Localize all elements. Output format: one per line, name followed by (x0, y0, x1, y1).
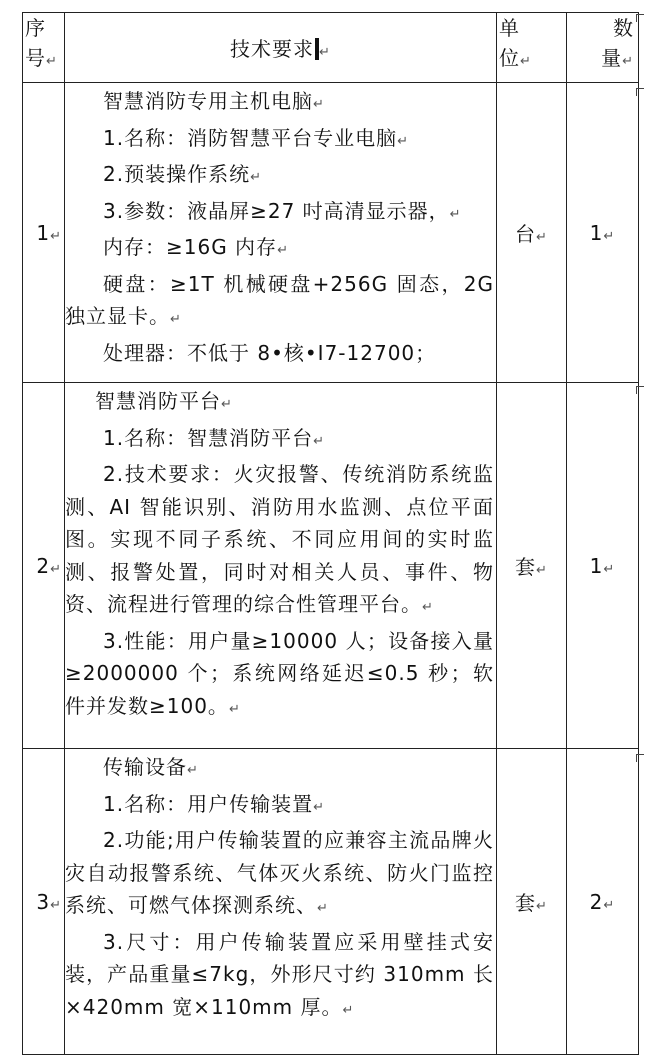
index-header-line1: 序 (25, 16, 46, 40)
requirement-line: 3.尺寸：用户传输装置应采用壁挂式安装，产品重量≤7kg，外形尺寸约 310mm 长×420mm 宽×110mm 厚。 (65, 929, 494, 1019)
row-quantity: 2↵ (567, 749, 639, 1055)
row-end-marker (636, 88, 644, 96)
row-requirements: 传输设备↵ 1.名称：用户传输装置↵ 2.功能;用户传输装置的应兼容主流品牌火灾自动报警系统、气体灭火系统、防火门监控系统、可燃气体探测系统、↵ 3.尺寸：用户传输装置应采用壁挂式安装，产品重量≤7kg，外形尺寸约 310mm 长×420mm 宽×110mm 厚。↵ (65, 749, 497, 1055)
row-unit-value: 套 (515, 555, 537, 579)
unit-header-line2: 位 (499, 46, 520, 70)
requirement-line: 3.性能：用户量≥10000 人；设备接入量≥2000000 个；系统网络延迟≤0.5 秒；软件并发数≥100。 (65, 628, 494, 718)
row-index-value: 2 (36, 553, 51, 578)
row-index: 3↵ (23, 749, 65, 1055)
quantity-header: 数 量↵ (567, 13, 639, 83)
quantity-header-line2: 量 (601, 46, 623, 70)
requirement-line: 处理器：不低于 8•核•I7-12700； (103, 340, 437, 365)
quantity-header-line1: 数 (613, 16, 634, 40)
row-unit: 套↵ (497, 383, 567, 749)
requirement-line: 1.名称：消防智慧平台专业电脑 (103, 125, 398, 150)
row-requirements: 智慧消防平台↵ 1.名称：智慧消防平台↵ 2.技术要求：火灾报警、传统消防系统监测、AI 智能识别、消防用水监测、点位平面图。实现不同子系统、不同应用间的实时监测、报警处置，同时对相关人员、事件、物资、流程进行管理的综合性管理平台。↵ 3.性能：用户量≥10000 人；设备接入量≥2000000 个；系统网络延迟≤0.5 秒；软件并发数≥100。↵ (65, 383, 497, 749)
row-index-value: 3 (36, 889, 51, 914)
requirement-line: 2.功能;用户传输装置的应兼容主流品牌火灾自动报警系统、气体灭火系统、防火门监控系统、可燃气体探测系统、 (65, 828, 494, 917)
requirement-line: 传输设备 (103, 755, 187, 779)
row-unit: 台↵ (497, 83, 567, 383)
row-index: 2↵ (23, 383, 65, 749)
requirement-line: 智慧消防专用主机电脑 (103, 89, 313, 113)
row-index: 1↵ (23, 83, 65, 383)
table-row (23, 83, 639, 383)
index-header: 序 号↵ (23, 13, 65, 83)
row-quantity-value: 1 (589, 553, 604, 578)
requirement-line: 1.名称：智慧消防平台 (103, 425, 314, 450)
row-end-marker (636, 754, 644, 762)
requirements-header-label: 技术要求 (230, 37, 315, 61)
row-index-value: 1 (36, 220, 51, 245)
requirements-table (22, 12, 639, 1055)
requirement-line: 硬盘：≥1T 机械硬盘+256G 固态，2G 独立显卡。 (65, 271, 494, 328)
row-quantity-value: 1 (589, 220, 604, 245)
row-end-marker (636, 14, 644, 22)
row-unit-value: 台 (515, 222, 537, 246)
header-row (23, 13, 639, 83)
requirement-line: 2.预装操作系统 (103, 162, 251, 186)
requirement-line: 2.技术要求：火灾报警、传统消防系统监测、AI 智能识别、消防用水监测、点位平面图。实现不同子系统、不同应用间的实时监测、报警处置，同时对相关人员、事件、物资、流程进行管理的综合性管理平台。 (65, 462, 494, 616)
table-row (23, 749, 639, 1055)
row-requirements: 智慧消防专用主机电脑↵ 1.名称：消防智慧平台专业电脑↵ 2.预装操作系统↵ 3.参数：液晶屏≥27 吋高清显示器，↵ 内存：≥16G 内存↵ 硬盘：≥1T 机械硬盘+256G 固态，2G 独立显卡。↵ 处理器：不低于 8•核•I7-12700； (65, 83, 497, 383)
row-quantity-value: 2 (589, 889, 604, 914)
table-row (23, 383, 639, 749)
row-end-marker (636, 386, 644, 394)
row-unit: 套↵ (497, 749, 567, 1055)
row-quantity: 1↵ (567, 383, 639, 749)
requirement-line: 3.参数：液晶屏≥27 吋高清显示器， (103, 198, 450, 223)
requirement-line: 智慧消防平台 (95, 389, 221, 413)
unit-header-line1: 单 (499, 16, 520, 40)
row-quantity: 1↵ (567, 83, 639, 383)
requirements-header: 技术要求 ↵ (65, 13, 497, 83)
index-header-line2: 号 (25, 46, 46, 70)
requirement-line: 1.名称：用户传输装置 (103, 791, 314, 816)
requirement-line: 内存：≥16G 内存 (103, 235, 278, 259)
row-unit-value: 套 (515, 891, 537, 915)
unit-header: 单 位↵ (497, 13, 567, 83)
